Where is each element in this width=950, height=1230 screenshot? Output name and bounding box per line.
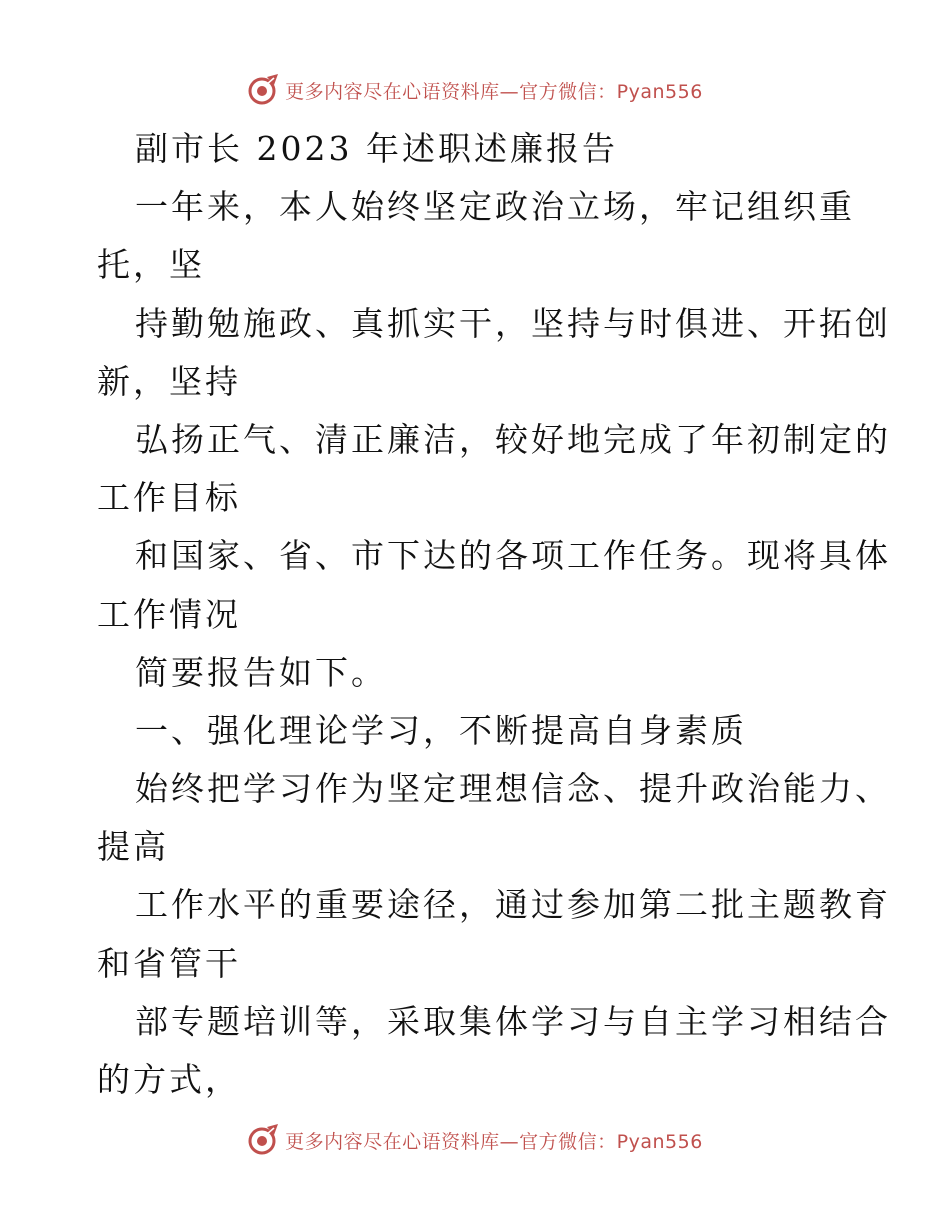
paragraph-line: 和国家、省、市下达的各项工作任务。现将具体 bbox=[135, 536, 891, 576]
paragraph-line: 部专题培训等，采取集体学习与自主学习相结合 bbox=[135, 1001, 891, 1041]
pen-nib-seal-icon bbox=[247, 1123, 281, 1157]
paragraph-line: 弘扬正气、清正廉洁，较好地完成了年初制定的 bbox=[135, 419, 891, 459]
watermark-text: 更多内容尽在心语资料库—官方微信：Pyan556 bbox=[285, 80, 703, 103]
pen-nib-seal-icon bbox=[247, 73, 281, 107]
section-heading: 一、强化理论学习，不断提高自身素质 bbox=[135, 710, 747, 750]
paragraph-line: 工作情况 bbox=[97, 594, 241, 634]
paragraph-line: 新，坚持 bbox=[97, 361, 241, 401]
paragraph-line: 工作目标 bbox=[97, 478, 241, 518]
paragraph-line: 持勤勉施政、真抓实干，坚持与时俱进、开拓创 bbox=[135, 303, 891, 343]
paragraph-line: 简要报告如下。 bbox=[135, 652, 387, 692]
paragraph-line: 托，坚 bbox=[97, 245, 205, 285]
paragraph-line: 提高 bbox=[97, 827, 169, 867]
footer-watermark bbox=[0, 1120, 950, 1160]
header-watermark bbox=[0, 70, 950, 110]
document-body bbox=[97, 120, 891, 1109]
document-title: 副市长 2023 年述职述廉报告 bbox=[135, 129, 618, 168]
paragraph-line: 始终把学习作为坚定理想信念、提升政治能力、 bbox=[135, 769, 891, 809]
watermark-text: 更多内容尽在心语资料库—官方微信：Pyan556 bbox=[285, 1130, 703, 1153]
paragraph-line: 工作水平的重要途径，通过参加第二批主题教育 bbox=[135, 885, 891, 925]
paragraph-line: 一年来，本人始终坚定政治立场，牢记组织重 bbox=[135, 187, 855, 227]
paragraph-line: 的方式， bbox=[97, 1060, 241, 1099]
paragraph-line: 和省管干 bbox=[97, 943, 241, 983]
